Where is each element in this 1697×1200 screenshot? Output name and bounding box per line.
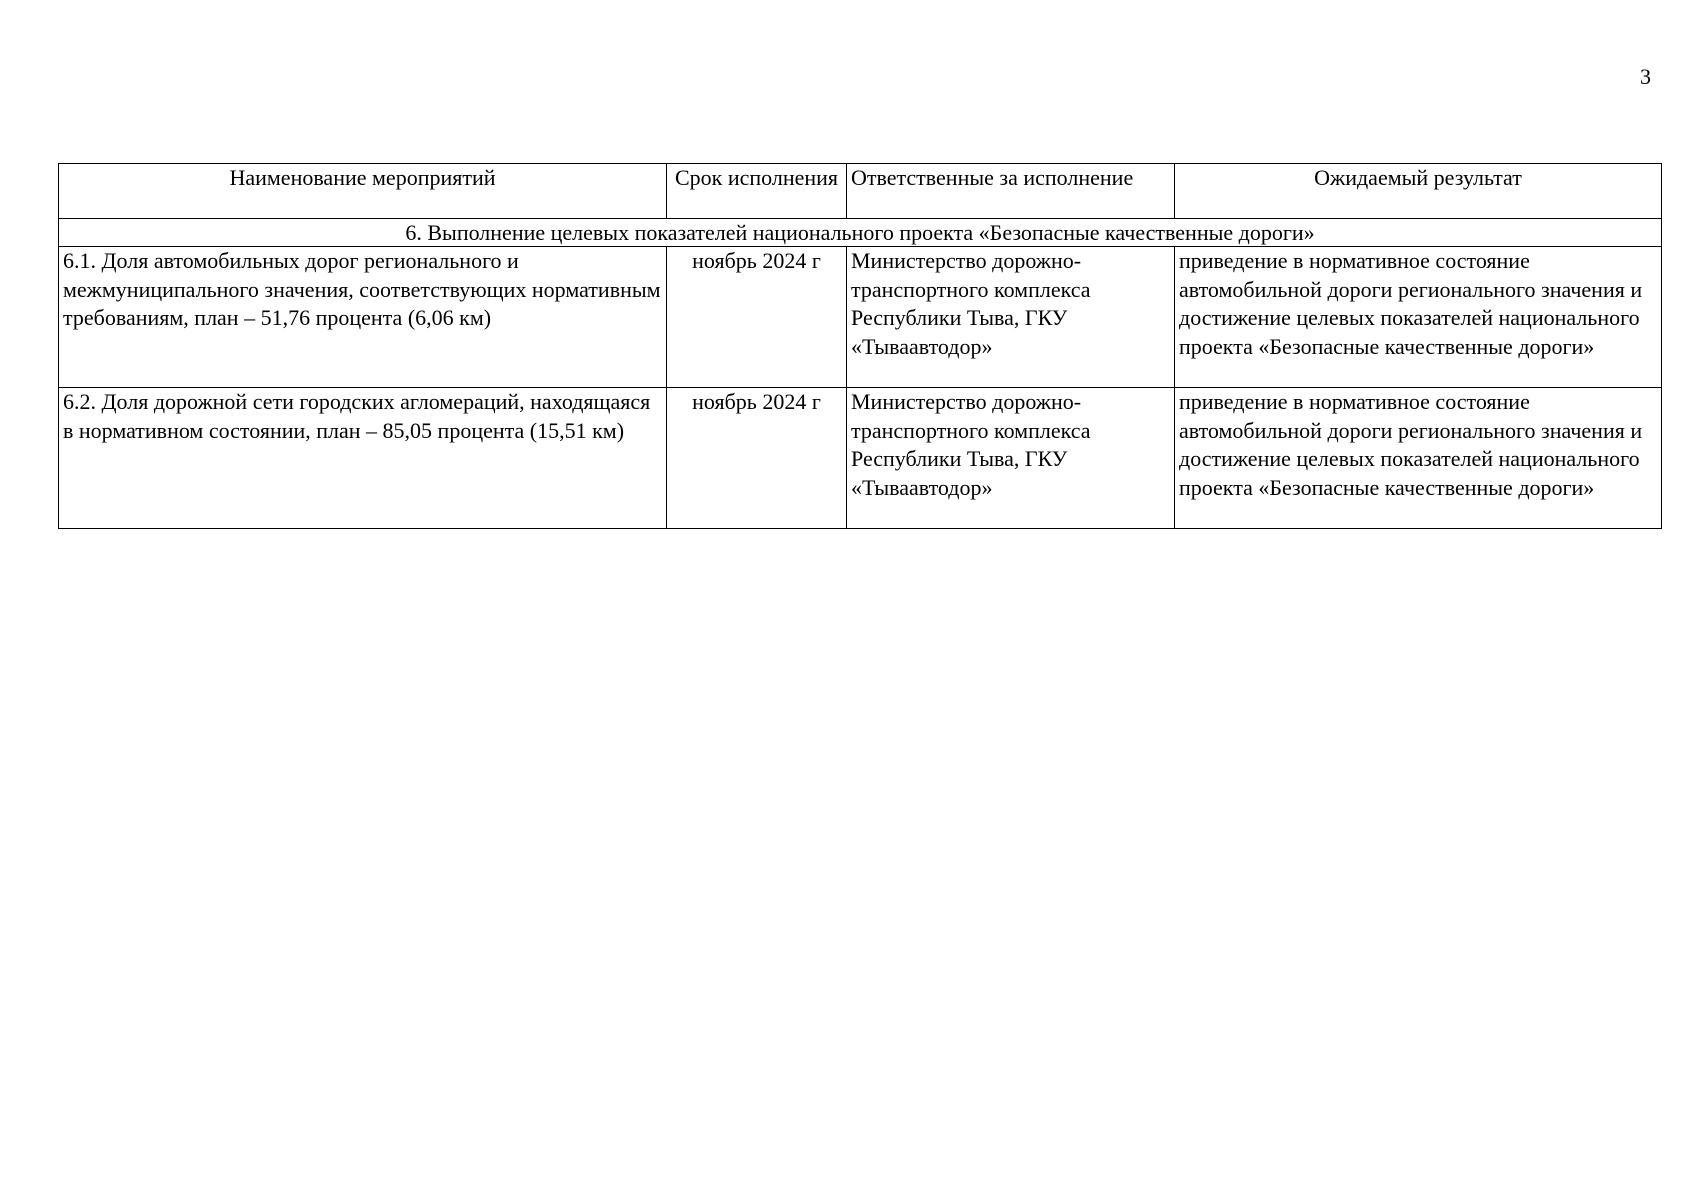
row-term: ноябрь 2024 г (667, 247, 847, 388)
header-term: Срок исполнения (667, 164, 847, 219)
row-term: ноябрь 2024 г (667, 388, 847, 529)
row-responsible: Министерство дорожно-транспортного комплекса Республики Тыва, ГКУ «Тываавтодор» (847, 247, 1175, 388)
page-number: 3 (1640, 64, 1651, 89)
table-row (59, 247, 1662, 388)
section-title: 6. Выполнение целевых показателей национального проекта «Безопасные качественные дороги» (59, 219, 1662, 247)
section-row (59, 219, 1662, 247)
header-result: Ожидаемый результат (1175, 164, 1662, 219)
header-responsible: Ответственные за исполнение (847, 164, 1175, 219)
header-name: Наименование мероприятий (59, 164, 667, 219)
table-header-row (59, 164, 1662, 219)
row-responsible: Министерство дорожно-транспортного комплекса Республики Тыва, ГКУ «Тываавтодор» (847, 388, 1175, 529)
measures-table (58, 163, 1662, 529)
row-result: приведение в нормативное состояние автомобильной дороги регионального значения и достижение целевых показателей национального проекта «Безопасные качественные дороги» (1175, 388, 1662, 529)
row-result: приведение в нормативное состояние автомобильной дороги регионального значения и достижение целевых показателей национального проекта «Безопасные качественные дороги» (1175, 247, 1662, 388)
row-name: 6.1. Доля автомобильных дорог регионального и межмуниципального значения, соответствующих нормативным требованиям, план – 51,76 процента (6,06 км) (59, 247, 667, 388)
row-name: 6.2. Доля дорожной сети городских агломераций, находящаяся в нормативном состоянии, план – 85,05 процента (15,51 км) (59, 388, 667, 529)
table-row (59, 388, 1662, 529)
